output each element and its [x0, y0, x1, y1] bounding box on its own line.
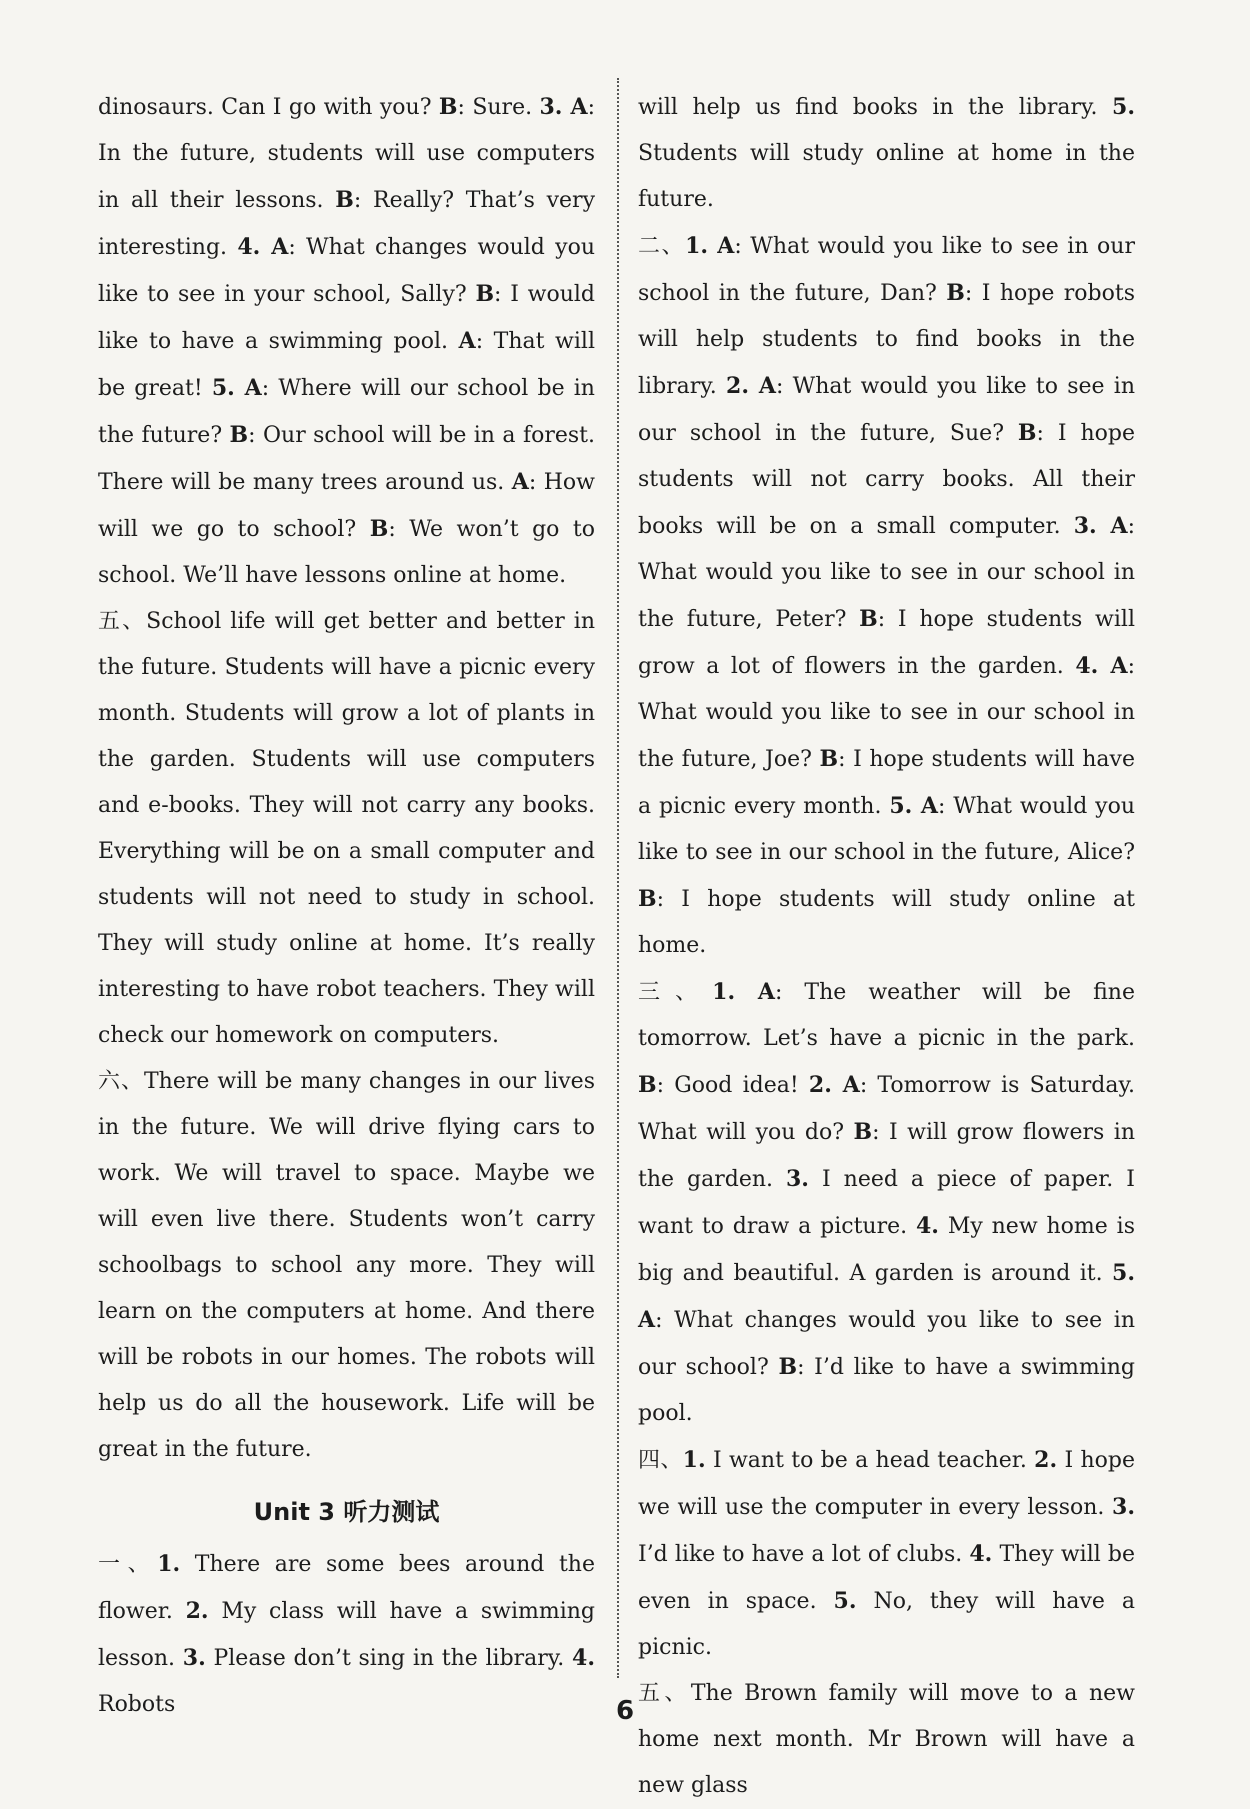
question-label: 3.: [1112, 1494, 1135, 1520]
question-label: 5. A: [638, 1260, 1135, 1333]
text-run: dinosaurs. Can I go with you?: [98, 95, 439, 120]
text-run: I need a piece of paper. I want to draw a picture.: [638, 1167, 1135, 1239]
question-label: 1. A: [712, 979, 775, 1005]
question-label: 3. A: [539, 94, 588, 120]
text-run: : I hope robots will help students to find books in the library.: [638, 281, 1136, 399]
text-run: : I hope students will not carry books. All their books will be on a small computer.: [638, 421, 1135, 539]
question-label: B: [778, 1354, 798, 1380]
section-four-sentences: [638, 1437, 1135, 1671]
question-label: B: [853, 1119, 873, 1145]
text-run: My class will have a swimming lesson.: [98, 1599, 595, 1671]
question-label: B: [859, 606, 878, 632]
text-run: Please don’t sing in the library.: [205, 1646, 573, 1671]
left-column: [98, 84, 595, 1728]
section-number: 一、: [98, 1552, 158, 1577]
question-label: 2.: [1034, 1447, 1058, 1473]
question-label: B: [946, 280, 965, 306]
section-number: 四、: [638, 1448, 683, 1473]
text-run: : What would you like to see in our school in the future, Alice?: [638, 794, 1136, 865]
text-run: Robots: [98, 1692, 176, 1717]
question-label: B: [438, 94, 458, 120]
section-five-passage: [98, 599, 595, 1059]
text-run: : Really? That’s very interesting.: [98, 188, 595, 260]
text-run: No, they will have a picnic.: [638, 1589, 1135, 1660]
text-run: : I hope students will have a picnic every month.: [638, 747, 1135, 819]
text-run: My new home is big and beautiful. A garden is around it.: [638, 1214, 1135, 1286]
text-run: : Where will our school be in the future?: [98, 376, 595, 448]
text-run: There will be many changes in our lives in the future. We will drive flying cars to work. We will travel to space. Maybe we will even live there. Students won’t carry schoolbags to school any more. They will learn on the computers at home. And there will be robots in our homes. The robots will help us do all the housework. Life will be great in the future.: [98, 1069, 595, 1462]
question-label: 2.: [185, 1598, 209, 1624]
question-label: 2. A: [808, 1072, 860, 1098]
text-run: : What would you like to see in our school in the future, Sue?: [638, 374, 1135, 446]
question-label: 3.: [182, 1645, 206, 1671]
text-run: : Tomorrow is Saturday. What will you do?: [638, 1073, 1136, 1145]
section-three-dialogues: [638, 969, 1135, 1437]
question-label: 5.: [1112, 94, 1135, 120]
text-run: : Sure.: [457, 95, 540, 120]
text-run: : We won’t go to school. We’ll have lessons online at home.: [98, 517, 595, 588]
section-six-passage: [98, 1059, 595, 1473]
text-run: : In the future, students will use computers in all their lessons.: [98, 95, 595, 213]
section-one-sentences-continued: [638, 84, 1135, 223]
text-run: : What would you like to see in our school in the future, Joe?: [638, 654, 1135, 772]
text-run: : What changes would you like to see in your school, Sally?: [98, 235, 595, 307]
text-run: : Our school will be in a forest. There will be many trees around us.: [98, 423, 595, 495]
text-run: School life will get better and better in the future. Students will have a picnic every month. Students will grow a lot of plants in the garden. Students will use computers and e-books. They will not carry any books. Everything will be on a small computer and students will not need to study in school. They will study online at home. It’s really interesting to have robot teachers. They will check our homework on computers.: [98, 609, 595, 1048]
question-label: 5.: [833, 1588, 857, 1614]
question-label: B: [819, 746, 839, 772]
section-number: 六、: [98, 1069, 144, 1094]
text-run: : That will be great!: [98, 329, 595, 401]
question-label: 5. A: [889, 793, 938, 819]
question-label: 3.: [786, 1166, 809, 1192]
question-label: 3. A: [1073, 513, 1128, 539]
question-label: B: [638, 1072, 657, 1098]
question-label: 2. A: [726, 373, 776, 399]
text-run: The Brown family will move to a new home next month. Mr Brown will have a new glass: [638, 1681, 1135, 1798]
question-label: B: [638, 886, 657, 912]
text-run: I hope we will use the computer in every lesson.: [638, 1448, 1135, 1520]
text-run: : What changes would you like to see in our school?: [638, 1308, 1135, 1380]
question-label: B: [335, 187, 354, 213]
text-run: Students will study online at home in the future.: [638, 141, 1135, 212]
question-label: 1. A: [685, 233, 735, 259]
question-label: A: [511, 469, 529, 495]
question-label: A: [458, 328, 476, 354]
column-divider: [617, 78, 619, 1678]
section-five-passage-start: [638, 1671, 1135, 1809]
text-run: They will be even in space.: [638, 1542, 1135, 1614]
question-label: 4.: [572, 1645, 595, 1671]
text-run: : How will we go to school?: [98, 470, 596, 542]
text-run: : The weather will be fine tomorrow. Let’s have a picnic in the park.: [638, 980, 1135, 1051]
unit-heading: Unit 3 听力测试: [253, 1498, 440, 1526]
text-run: : What would you like to see in our school in the future, Dan?: [638, 234, 1135, 306]
question-label: 4.: [915, 1213, 939, 1239]
question-label: 4. A: [1075, 653, 1128, 679]
page-number: 6: [615, 1696, 635, 1726]
section-two-dialogues: [638, 223, 1135, 969]
question-label: B: [369, 516, 389, 542]
text-run: : I hope students will grow a lot of flowers in the garden.: [638, 607, 1136, 679]
section-number: 二、: [638, 234, 686, 259]
right-column: [638, 84, 1135, 1809]
text-run: : I would like to have a swimming pool.: [98, 282, 596, 354]
question-label: 1.: [157, 1551, 181, 1577]
text-run: I want to be a head teacher.: [705, 1448, 1035, 1473]
text-run: : I will grow flowers in the garden.: [638, 1120, 1135, 1192]
question-label: B: [1017, 420, 1037, 446]
section-number: 五、: [638, 1681, 691, 1706]
text-run: : What would you like to see in our school in the future, Peter?: [638, 514, 1135, 632]
text-run: : I hope students will study online at home.: [638, 887, 1135, 958]
section-number: 五、: [98, 609, 147, 634]
text-run: : Good idea!: [656, 1073, 809, 1098]
text-run: will help us find books in the library.: [638, 95, 1113, 120]
section-number: 三、: [638, 980, 713, 1005]
question-label: 4. A: [237, 234, 289, 260]
text-run: I’d like to have a lot of clubs.: [638, 1542, 970, 1567]
question-label: B: [229, 422, 249, 448]
question-label: 5. A: [211, 375, 262, 401]
text-run: : I’d like to have a swimming pool.: [638, 1355, 1135, 1426]
question-label: 1.: [682, 1447, 706, 1473]
dialogue-answers-continued: [98, 84, 595, 599]
text-run: There are some bees around the flower.: [98, 1552, 595, 1624]
question-label: 4.: [969, 1541, 993, 1567]
question-label: B: [475, 281, 495, 307]
